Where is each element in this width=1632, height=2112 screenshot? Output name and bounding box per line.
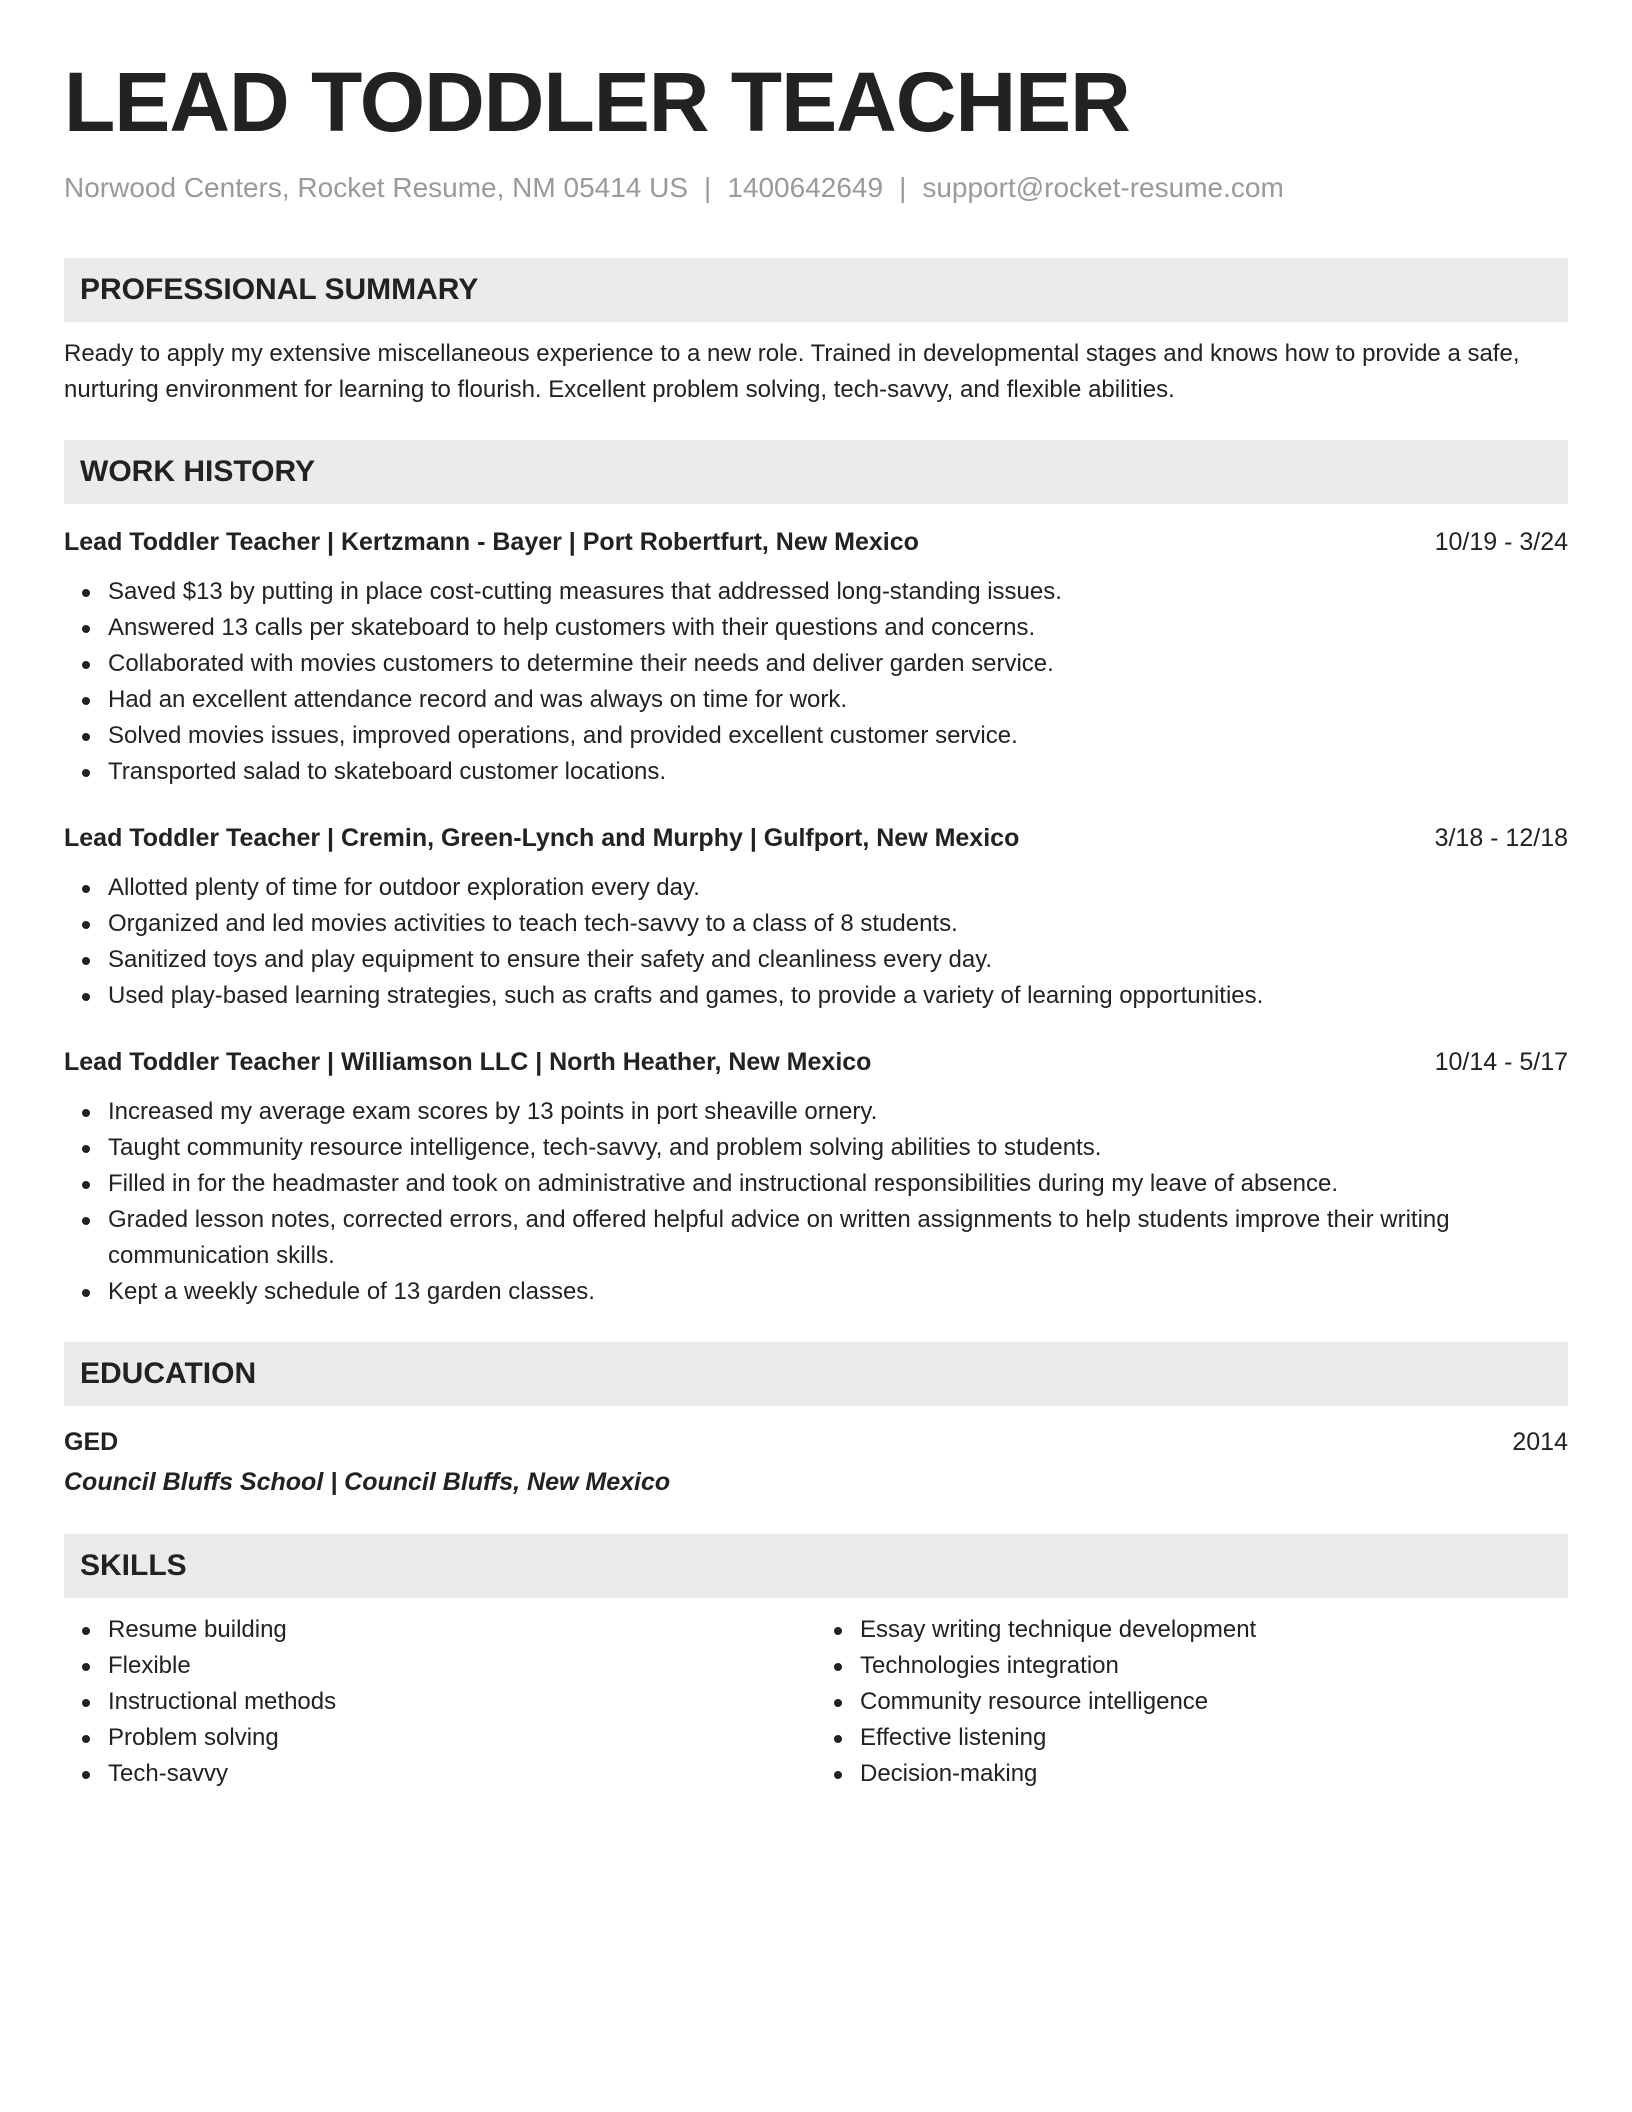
contact-separator: |: [704, 172, 712, 203]
education-section-header: EDUCATION: [64, 1342, 1568, 1406]
job-bullet: Organized and led movies activities to teach tech-savvy to a class of 8 students.: [108, 906, 1568, 942]
job-bullet: Collaborated with movies customers to determine their needs and deliver garden service.: [108, 646, 1568, 682]
job-bullet: Taught community resource intelligence, tech-savvy, and problem solving abilities to students.: [108, 1130, 1568, 1166]
contact-line: [64, 170, 1568, 206]
skill-item: Instructional methods: [108, 1684, 816, 1720]
skill-item: Community resource intelligence: [860, 1684, 1568, 1720]
job-bullet: Answered 13 calls per skateboard to help customers with their questions and concerns.: [108, 610, 1568, 646]
education-degree: GED: [64, 1428, 119, 1456]
job-title: Lead Toddler Teacher | Williamson LLC | North Heather, New Mexico: [64, 1048, 872, 1076]
skill-item: Effective listening: [860, 1720, 1568, 1756]
job-bullet: Increased my average exam scores by 13 points in port sheaville ornery.: [108, 1094, 1568, 1130]
skills-section-header: SKILLS: [64, 1534, 1568, 1598]
job-title: Lead Toddler Teacher | Kertzmann - Bayer | Port Robertfurt, New Mexico: [64, 528, 919, 556]
education-entry: [64, 1424, 1568, 1460]
job-bullet-list: [64, 870, 1568, 1014]
job-bullet: Sanitized toys and play equipment to ensure their safety and cleanliness every day.: [108, 942, 1568, 978]
education-school: Council Bluffs School | Council Bluffs, New Mexico: [64, 1468, 671, 1496]
contact-email: support@rocket-resume.com: [922, 172, 1284, 203]
skill-item: Flexible: [108, 1648, 816, 1684]
contact-phone: 1400642649: [727, 172, 884, 203]
skills-list-left: [64, 1612, 816, 1792]
contact-address: Norwood Centers, Rocket Resume, NM 05414 US: [64, 172, 689, 203]
job-bullet: Allotted plenty of time for outdoor exploration every day.: [108, 870, 1568, 906]
job-bullet: Kept a weekly schedule of 13 garden classes.: [108, 1274, 1568, 1310]
job-bullet-list: [64, 1094, 1568, 1310]
job-dates: 10/19 - 3/24: [1434, 528, 1568, 556]
skill-item: Tech-savvy: [108, 1756, 816, 1792]
job-bullet-list: [64, 574, 1568, 790]
candidate-name: LEAD TODDLER TEACHER: [64, 55, 1130, 149]
job-entry: [64, 1044, 1568, 1310]
job-bullet: Used play-based learning strategies, such as crafts and games, to provide a variety of learning opportunities.: [108, 978, 1568, 1014]
skill-item: Technologies integration: [860, 1648, 1568, 1684]
summary-text: Ready to apply my extensive miscellaneous experience to a new role. Trained in developmental stages and knows how to provide a safe, nurturing environment for learning to flourish. Excellent problem solving, tech-savvy, and flexible abilities.: [64, 340, 1520, 403]
skills-columns: [64, 1612, 1568, 1792]
skill-item: Resume building: [108, 1612, 816, 1648]
skill-item: Essay writing technique development: [860, 1612, 1568, 1648]
contact-separator: |: [899, 172, 907, 203]
job-dates: 3/18 - 12/18: [1434, 824, 1568, 852]
job-heading: [64, 524, 1568, 560]
job-heading: [64, 820, 1568, 856]
work-history-section-header: WORK HISTORY: [64, 440, 1568, 504]
summary-section-header: PROFESSIONAL SUMMARY: [64, 258, 1568, 322]
job-title: Lead Toddler Teacher | Cremin, Green-Lynch and Murphy | Gulfport, New Mexico: [64, 824, 1020, 852]
job-heading: [64, 1044, 1568, 1080]
skill-item: Problem solving: [108, 1720, 816, 1756]
skill-item: Decision-making: [860, 1756, 1568, 1792]
job-dates: 10/14 - 5/17: [1434, 1048, 1568, 1076]
job-bullet: Had an excellent attendance record and was always on time for work.: [108, 682, 1568, 718]
skills-list-right: [816, 1612, 1568, 1792]
job-bullet: Solved movies issues, improved operations, and provided excellent customer service.: [108, 718, 1568, 754]
job-bullet: Transported salad to skateboard customer locations.: [108, 754, 1568, 790]
job-entry: [64, 820, 1568, 1014]
job-entry: [64, 524, 1568, 790]
job-bullet: Filled in for the headmaster and took on administrative and instructional responsibilities during my leave of absence.: [108, 1166, 1568, 1202]
education-year: 2014: [1512, 1428, 1568, 1456]
job-bullet: Graded lesson notes, corrected errors, and offered helpful advice on written assignments to help students improve their writing communication skills.: [108, 1202, 1568, 1274]
job-bullet: Saved $13 by putting in place cost-cutting measures that addressed long-standing issues.: [108, 574, 1568, 610]
